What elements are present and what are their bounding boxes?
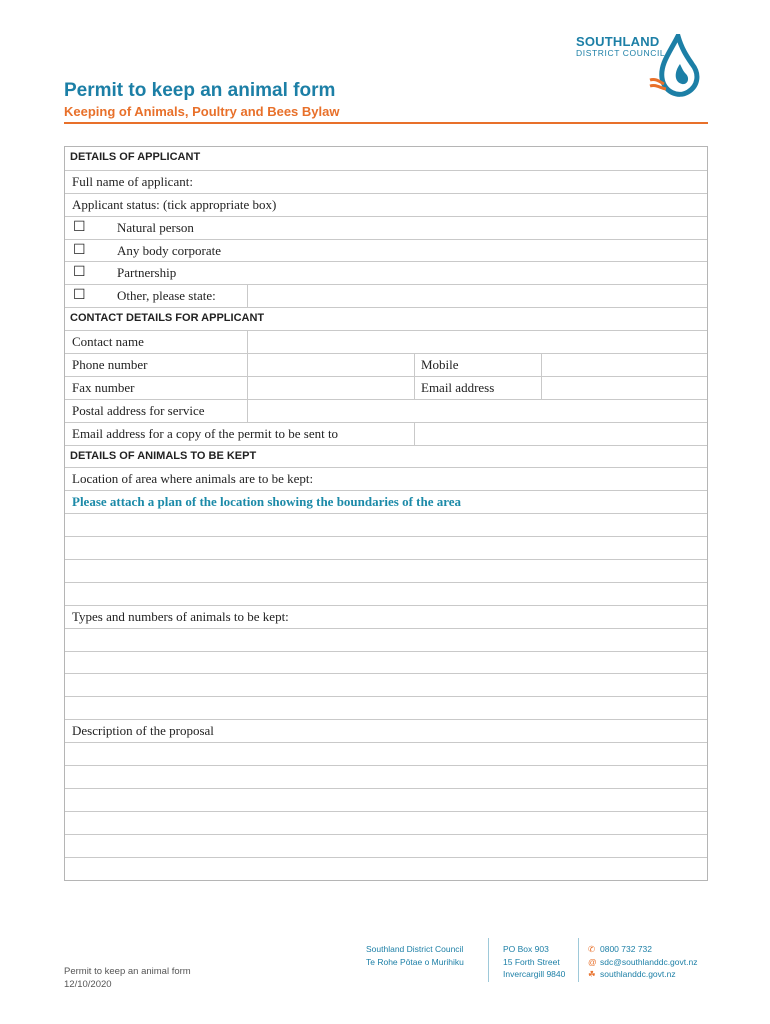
description-line[interactable] (65, 857, 707, 880)
email-label: Email address (421, 379, 495, 395)
footer-council-name: Southland District Council (366, 944, 464, 954)
section-heading-label: CONTACT DETAILS FOR APPLICANT (70, 312, 265, 325)
description-label: Description of the proposal (72, 723, 214, 739)
applicant-status-row (65, 193, 707, 216)
footer-city: Invercargill 9840 (503, 969, 566, 979)
logo-subtitle: DISTRICT COUNCIL (576, 48, 666, 58)
field-divider (247, 354, 248, 376)
description-line[interactable] (65, 788, 707, 811)
location-label: Location of area where animals are to be kept: (72, 471, 314, 487)
types-line[interactable] (65, 628, 707, 651)
full-name-label: Full name of applicant: (72, 173, 193, 189)
footer-email[interactable]: @ sdc@southlanddc.govt.nz (588, 956, 698, 967)
field-divider (247, 285, 248, 307)
option-label: Any body corporate (117, 242, 221, 258)
footer-po-box: PO Box 903 (503, 944, 549, 954)
contact-name-field[interactable] (65, 330, 707, 353)
option-label: Other, please state: (117, 288, 216, 304)
mobile-label: Mobile (421, 357, 459, 373)
footer-street: 15 Forth Street (503, 956, 560, 967)
types-line[interactable] (65, 673, 707, 696)
description-line[interactable] (65, 765, 707, 788)
council-logo (576, 34, 706, 100)
section-heading-label: DETAILS OF APPLICANT (70, 151, 201, 163)
field-divider (247, 377, 248, 399)
checkbox-icon[interactable]: ☐ (73, 242, 86, 258)
location-line[interactable] (65, 559, 707, 582)
field-divider (541, 377, 542, 399)
section-heading-contact (65, 307, 707, 330)
field-divider (414, 354, 415, 376)
location-line[interactable] (65, 582, 707, 605)
footer-council (366, 943, 464, 968)
footer-address (503, 943, 565, 981)
footer-council-maori-name: Te Rohe Pōtae o Murihiku (366, 956, 464, 967)
footer-form-name: Permit to keep an animal form (64, 966, 191, 977)
types-line[interactable] (65, 696, 707, 719)
option-label: Natural person (117, 219, 194, 235)
section-heading-applicant (65, 147, 707, 170)
description-line[interactable] (65, 834, 707, 857)
types-label: Types and numbers of animals to be kept: (72, 608, 289, 624)
checkbox-icon[interactable]: ☐ (73, 219, 86, 235)
footer-separator (578, 938, 579, 982)
types-line[interactable] (65, 651, 707, 674)
copy-email-label: Email address for a copy of the permit to be sent to (72, 425, 339, 441)
footer-separator (488, 938, 489, 982)
description-row[interactable] (65, 719, 707, 742)
phone-icon: ✆ (588, 944, 596, 954)
location-line[interactable] (65, 513, 707, 536)
fax-email-row[interactable] (65, 376, 707, 399)
footer-date: 12/10/2020 (64, 979, 112, 990)
plan-note: Please attach a plan of the location showing the boundaries of the area (72, 494, 462, 510)
form-title: Permit to keep an animal form (64, 80, 336, 101)
section-heading-label: DETAILS OF ANIMALS TO BE KEPT (70, 449, 257, 462)
status-option-partnership[interactable] (65, 261, 707, 284)
description-line[interactable] (65, 742, 707, 765)
at-icon: @ (588, 956, 597, 967)
field-divider (541, 354, 542, 376)
contact-name-label: Contact name (72, 334, 144, 350)
web-icon: ☘ (588, 969, 596, 979)
option-label: Partnership (117, 265, 177, 281)
field-divider (247, 331, 248, 353)
water-drop-logo-icon (648, 34, 704, 100)
header-divider (64, 122, 708, 124)
status-option-natural-person[interactable] (65, 216, 707, 239)
phone-mobile-row[interactable] (65, 353, 707, 376)
permit-form (64, 146, 708, 881)
types-row[interactable] (65, 605, 707, 628)
postal-address-field[interactable] (65, 399, 707, 422)
copy-email-field[interactable] (65, 422, 707, 445)
applicant-status-label: Applicant status: (tick appropriate box) (72, 196, 277, 212)
postal-address-label: Postal address for service (72, 402, 205, 418)
logo-name: SOUTHLAND (576, 34, 660, 49)
plan-note-row (65, 490, 707, 513)
field-divider (247, 400, 248, 422)
form-subtitle: Keeping of Animals, Poultry and Bees Bylaw (64, 104, 340, 119)
checkbox-icon[interactable]: ☐ (73, 288, 86, 304)
footer-website[interactable]: ☘ southlanddc.govt.nz (588, 969, 676, 979)
full-name-field[interactable] (65, 170, 707, 193)
section-heading-animals (65, 445, 707, 468)
field-divider (414, 423, 415, 445)
location-line[interactable] (65, 536, 707, 559)
phone-label: Phone number (72, 357, 148, 373)
status-option-other[interactable] (65, 284, 707, 307)
footer-phone[interactable]: ✆ 0800 732 732 (588, 944, 652, 954)
status-option-body-corporate[interactable] (65, 239, 707, 262)
field-divider (414, 377, 415, 399)
checkbox-icon[interactable]: ☐ (73, 265, 86, 281)
description-line[interactable] (65, 811, 707, 834)
fax-label: Fax number (72, 379, 135, 395)
footer-contact (588, 943, 697, 981)
footer-form-info (64, 965, 191, 991)
location-row[interactable] (65, 467, 707, 490)
